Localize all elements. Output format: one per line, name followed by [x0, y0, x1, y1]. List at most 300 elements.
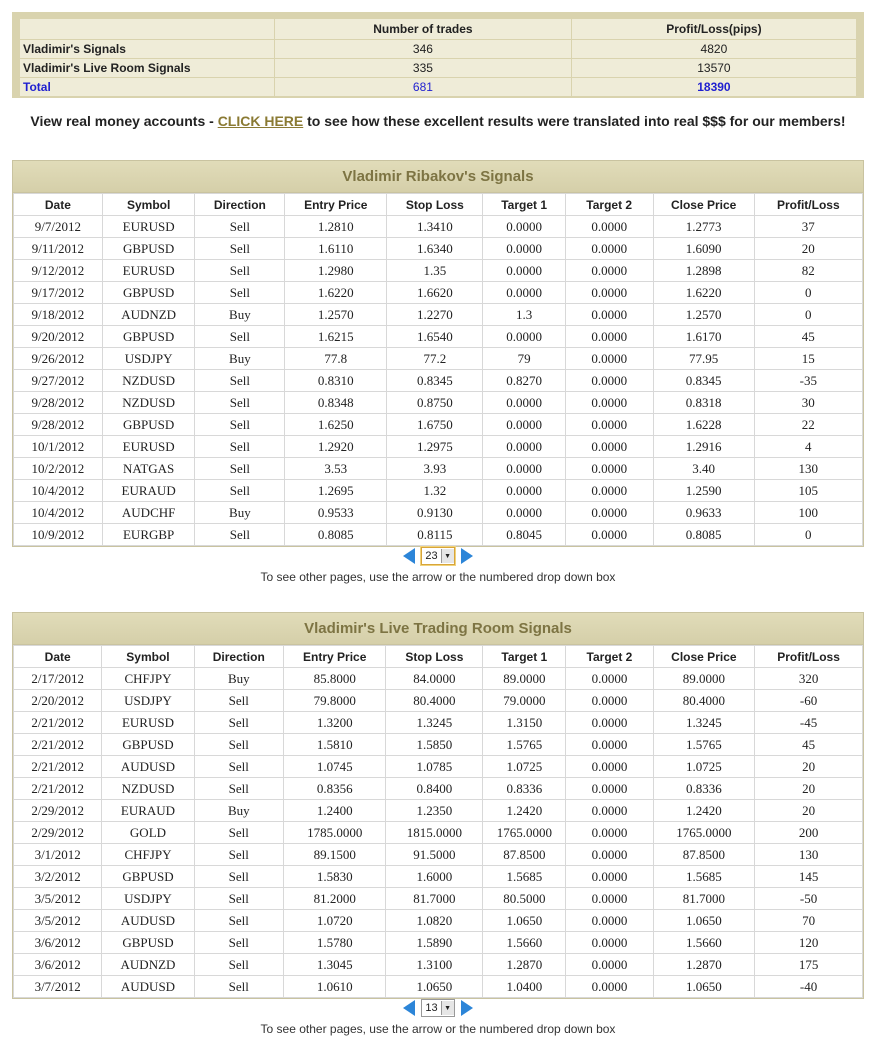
cell-stop-loss: 77.2 — [387, 348, 483, 370]
cell-date: 9/18/2012 — [14, 304, 103, 326]
table-row — [14, 348, 863, 370]
cell-profit-loss: 20 — [755, 756, 863, 778]
cell-symbol: NZDUSD — [102, 370, 195, 392]
cell-entry-price: 1.2400 — [283, 800, 385, 822]
cell-date: 10/4/2012 — [14, 502, 103, 524]
cell-date: 3/2/2012 — [14, 866, 102, 888]
cell-target-2: 0.0000 — [566, 800, 653, 822]
cell-target-2: 0.0000 — [566, 910, 653, 932]
arrow-right-icon[interactable] — [461, 548, 473, 564]
cell-close-price: 1.2570 — [653, 304, 754, 326]
cell-close-price: 1765.0000 — [653, 822, 755, 844]
cell-date: 9/7/2012 — [14, 216, 103, 238]
cell-symbol: GBPUSD — [102, 734, 194, 756]
cell-target-1: 79 — [483, 348, 565, 370]
cell-profit-loss: 45 — [755, 734, 863, 756]
table-row — [14, 690, 863, 712]
cell-close-price: 1.6220 — [653, 282, 754, 304]
cell-direction: Sell — [195, 216, 285, 238]
cell-stop-loss: 1.6750 — [387, 414, 483, 436]
table-row — [14, 458, 863, 480]
cell-target-1: 1.5685 — [483, 866, 566, 888]
column-header-stop-loss: Stop Loss — [387, 194, 483, 216]
cell-target-1: 0.0000 — [483, 260, 565, 282]
table-header-row — [14, 194, 863, 216]
table-header-row — [14, 646, 863, 668]
cell-close-price: 1.6228 — [653, 414, 754, 436]
cell-target-1: 0.8045 — [483, 524, 565, 546]
table-row — [14, 756, 863, 778]
cell-entry-price: 0.8085 — [285, 524, 387, 546]
cell-profit-loss: -50 — [755, 888, 863, 910]
cell-target-1: 1.0400 — [483, 976, 566, 998]
cell-stop-loss: 3.93 — [387, 458, 483, 480]
cell-entry-price: 77.8 — [285, 348, 387, 370]
cell-direction: Sell — [195, 238, 285, 260]
cell-entry-price: 1785.0000 — [283, 822, 385, 844]
cell-symbol: GBPUSD — [102, 282, 195, 304]
cell-symbol: EURAUD — [102, 800, 194, 822]
cell-target-2: 0.0000 — [566, 888, 653, 910]
cell-stop-loss: 91.5000 — [386, 844, 483, 866]
summary-total-pl: 18390 — [571, 78, 856, 97]
cell-target-2: 0.0000 — [565, 238, 653, 260]
cell-profit-loss: 120 — [755, 932, 863, 954]
cell-profit-loss: 15 — [754, 348, 862, 370]
cell-target-1: 1.2420 — [483, 800, 566, 822]
cell-direction: Sell — [194, 756, 283, 778]
cell-target-2: 0.0000 — [566, 822, 653, 844]
cell-symbol: AUDUSD — [102, 910, 194, 932]
cell-symbol: CHFJPY — [102, 668, 194, 690]
real-money-prefix: View real money accounts - — [30, 113, 218, 129]
table-row — [14, 866, 863, 888]
cell-date: 10/9/2012 — [14, 524, 103, 546]
cell-direction: Sell — [194, 888, 283, 910]
cell-stop-loss: 0.8115 — [387, 524, 483, 546]
arrow-left-icon[interactable] — [403, 548, 415, 564]
summary-row — [20, 59, 857, 78]
cell-symbol: EURUSD — [102, 260, 195, 282]
cell-symbol: EURUSD — [102, 216, 195, 238]
summary-row-pl: 4820 — [571, 40, 856, 59]
table-row — [14, 844, 863, 866]
signals-table — [13, 193, 863, 546]
cell-direction: Buy — [194, 668, 283, 690]
cell-direction: Buy — [195, 502, 285, 524]
column-header-symbol: Symbol — [102, 194, 195, 216]
cell-target-2: 0.0000 — [565, 348, 653, 370]
cell-date: 9/26/2012 — [14, 348, 103, 370]
column-header-close-price: Close Price — [653, 646, 755, 668]
table-row — [14, 524, 863, 546]
cell-target-1: 0.0000 — [483, 458, 565, 480]
pager — [0, 546, 876, 584]
summary-header-blank — [20, 19, 275, 40]
summary-total-trades: 681 — [275, 78, 572, 97]
cell-symbol: AUDCHF — [102, 502, 195, 524]
table-row — [14, 216, 863, 238]
summary-header-row — [20, 19, 857, 40]
cell-symbol: GBPUSD — [102, 414, 195, 436]
cell-symbol: CHFJPY — [102, 844, 194, 866]
column-header-target-2: Target 2 — [565, 194, 653, 216]
cell-direction: Sell — [194, 866, 283, 888]
page-select-value: 13 — [425, 1002, 438, 1014]
cell-direction: Sell — [194, 910, 283, 932]
cell-target-1: 1.5660 — [483, 932, 566, 954]
column-header-target-2: Target 2 — [566, 646, 653, 668]
column-header-symbol: Symbol — [102, 646, 194, 668]
cell-stop-loss: 1.2975 — [387, 436, 483, 458]
cell-target-1: 0.0000 — [483, 480, 565, 502]
cell-stop-loss: 1.32 — [387, 480, 483, 502]
cell-entry-price: 85.8000 — [283, 668, 385, 690]
cell-close-price: 1.0725 — [653, 756, 755, 778]
cell-profit-loss: 45 — [754, 326, 862, 348]
cell-stop-loss: 1.2270 — [387, 304, 483, 326]
cell-target-1: 89.0000 — [483, 668, 566, 690]
cell-entry-price: 89.1500 — [283, 844, 385, 866]
cell-close-price: 1.6170 — [653, 326, 754, 348]
cell-entry-price: 1.6220 — [285, 282, 387, 304]
table-row — [14, 392, 863, 414]
cell-direction: Sell — [194, 932, 283, 954]
cell-symbol: NZDUSD — [102, 778, 194, 800]
cell-target-2: 0.0000 — [565, 524, 653, 546]
cell-profit-loss: 200 — [755, 822, 863, 844]
cell-profit-loss: 22 — [754, 414, 862, 436]
cell-target-2: 0.0000 — [565, 260, 653, 282]
cell-target-2: 0.0000 — [565, 414, 653, 436]
cell-stop-loss: 80.4000 — [386, 690, 483, 712]
click-here-link[interactable]: CLICK HERE — [217, 113, 304, 129]
cell-profit-loss: 130 — [754, 458, 862, 480]
cell-profit-loss: -60 — [755, 690, 863, 712]
cell-date: 9/11/2012 — [14, 238, 103, 260]
cell-profit-loss: -40 — [755, 976, 863, 998]
pager-hint: To see other pages, use the arrow or the numbered drop down box — [260, 570, 616, 584]
cell-target-1: 0.0000 — [483, 436, 565, 458]
cell-profit-loss: 30 — [754, 392, 862, 414]
cell-date: 10/4/2012 — [14, 480, 103, 502]
live-room-table — [13, 645, 863, 998]
cell-date: 9/28/2012 — [14, 392, 103, 414]
column-header-date: Date — [14, 194, 103, 216]
column-header-target-1: Target 1 — [483, 646, 566, 668]
cell-symbol: GBPUSD — [102, 932, 194, 954]
cell-direction: Sell — [195, 326, 285, 348]
cell-close-price: 87.8500 — [653, 844, 755, 866]
cell-symbol: GOLD — [102, 822, 194, 844]
cell-date: 3/6/2012 — [14, 932, 102, 954]
cell-entry-price: 0.9533 — [285, 502, 387, 524]
cell-close-price: 1.0650 — [653, 910, 755, 932]
cell-entry-price: 1.6110 — [285, 238, 387, 260]
cell-target-2: 0.0000 — [565, 480, 653, 502]
cell-date: 3/7/2012 — [14, 976, 102, 998]
pager — [0, 998, 876, 1036]
pager-hint: To see other pages, use the arrow or the numbered drop down box — [260, 1022, 616, 1036]
table-row — [14, 976, 863, 998]
table-row — [14, 480, 863, 502]
cell-symbol: EURUSD — [102, 436, 195, 458]
cell-direction: Buy — [195, 304, 285, 326]
panel-title: Vladimir's Live Trading Room Signals — [13, 613, 863, 645]
cell-entry-price: 1.5830 — [283, 866, 385, 888]
page-select[interactable] — [421, 999, 454, 1017]
cell-stop-loss: 0.8750 — [387, 392, 483, 414]
cell-date: 9/17/2012 — [14, 282, 103, 304]
cell-symbol: GBPUSD — [102, 238, 195, 260]
cell-entry-price: 1.2810 — [285, 216, 387, 238]
cell-target-1: 1.5765 — [483, 734, 566, 756]
column-header-close-price: Close Price — [653, 194, 754, 216]
cell-stop-loss: 1.6340 — [387, 238, 483, 260]
cell-close-price: 77.95 — [653, 348, 754, 370]
cell-date: 2/21/2012 — [14, 734, 102, 756]
table-row — [14, 734, 863, 756]
live-room-panel — [12, 612, 864, 999]
cell-profit-loss: 37 — [754, 216, 862, 238]
cell-date: 3/5/2012 — [14, 888, 102, 910]
table-row — [14, 282, 863, 304]
cell-symbol: EURGBP — [102, 524, 195, 546]
cell-close-price: 1.2590 — [653, 480, 754, 502]
cell-entry-price: 1.0720 — [283, 910, 385, 932]
cell-stop-loss: 1.35 — [387, 260, 483, 282]
cell-date: 9/28/2012 — [14, 414, 103, 436]
cell-profit-loss: -45 — [755, 712, 863, 734]
cell-target-1: 80.5000 — [483, 888, 566, 910]
summary-total-row — [20, 78, 857, 97]
cell-target-1: 1.3150 — [483, 712, 566, 734]
table-row — [14, 668, 863, 690]
column-header-date: Date — [14, 646, 102, 668]
cell-close-price: 0.8318 — [653, 392, 754, 414]
cell-direction: Sell — [195, 260, 285, 282]
pager-controls — [0, 546, 876, 566]
cell-entry-price: 0.8356 — [283, 778, 385, 800]
cell-target-2: 0.0000 — [565, 436, 653, 458]
column-header-profit-loss: Profit/Loss — [754, 194, 862, 216]
cell-target-1: 1.3 — [483, 304, 565, 326]
cell-target-2: 0.0000 — [565, 282, 653, 304]
cell-stop-loss: 0.8400 — [386, 778, 483, 800]
table-row — [14, 932, 863, 954]
summary-row-label: Vladimir's Signals — [20, 40, 275, 59]
cell-date: 2/21/2012 — [14, 712, 102, 734]
cell-target-1: 0.8336 — [483, 778, 566, 800]
cell-target-2: 0.0000 — [565, 502, 653, 524]
cell-target-1: 87.8500 — [483, 844, 566, 866]
pager-controls — [0, 998, 876, 1018]
cell-stop-loss: 81.7000 — [386, 888, 483, 910]
cell-target-1: 0.0000 — [483, 282, 565, 304]
table-row — [14, 304, 863, 326]
cell-target-2: 0.0000 — [565, 370, 653, 392]
cell-stop-loss: 0.9130 — [387, 502, 483, 524]
cell-close-price: 1.3245 — [653, 712, 755, 734]
table-row — [14, 326, 863, 348]
cell-profit-loss: 0 — [754, 304, 862, 326]
cell-target-1: 1765.0000 — [483, 822, 566, 844]
cell-target-2: 0.0000 — [565, 458, 653, 480]
cell-close-price: 0.9633 — [653, 502, 754, 524]
cell-stop-loss: 84.0000 — [386, 668, 483, 690]
cell-profit-loss: 0 — [754, 282, 862, 304]
chevron-down-icon: ▼ — [441, 549, 454, 563]
cell-entry-price: 1.2695 — [285, 480, 387, 502]
cell-profit-loss: 320 — [755, 668, 863, 690]
cell-direction: Sell — [195, 436, 285, 458]
page-select-value: 23 — [425, 550, 438, 562]
cell-target-1: 1.0725 — [483, 756, 566, 778]
summary-total-label: Total — [20, 78, 275, 97]
cell-target-2: 0.0000 — [566, 734, 653, 756]
cell-close-price: 1.2773 — [653, 216, 754, 238]
cell-profit-loss: 145 — [755, 866, 863, 888]
arrow-right-icon[interactable] — [461, 1000, 473, 1016]
cell-date: 3/1/2012 — [14, 844, 102, 866]
cell-direction: Sell — [194, 844, 283, 866]
cell-entry-price: 1.3045 — [283, 954, 385, 976]
cell-date: 2/21/2012 — [14, 756, 102, 778]
cell-direction: Buy — [194, 800, 283, 822]
cell-profit-loss: 20 — [754, 238, 862, 260]
cell-symbol: AUDNZD — [102, 304, 195, 326]
cell-symbol: USDJPY — [102, 888, 194, 910]
cell-direction: Sell — [194, 822, 283, 844]
cell-target-1: 0.0000 — [483, 238, 565, 260]
cell-entry-price: 1.2920 — [285, 436, 387, 458]
chevron-down-icon: ▼ — [441, 1001, 454, 1015]
cell-profit-loss: 130 — [755, 844, 863, 866]
table-row — [14, 238, 863, 260]
cell-close-price: 1.2870 — [653, 954, 755, 976]
table-row — [14, 954, 863, 976]
cell-target-2: 0.0000 — [565, 216, 653, 238]
cell-stop-loss: 1.6000 — [386, 866, 483, 888]
table-row — [14, 502, 863, 524]
cell-profit-loss: 105 — [754, 480, 862, 502]
cell-direction: Sell — [194, 778, 283, 800]
cell-close-price: 1.2898 — [653, 260, 754, 282]
cell-date: 3/5/2012 — [14, 910, 102, 932]
cell-symbol: AUDUSD — [102, 756, 194, 778]
cell-direction: Sell — [195, 282, 285, 304]
cell-direction: Buy — [195, 348, 285, 370]
cell-target-1: 1.2870 — [483, 954, 566, 976]
cell-close-price: 1.6090 — [653, 238, 754, 260]
summary-header-trades: Number of trades — [275, 19, 572, 40]
column-header-target-1: Target 1 — [483, 194, 565, 216]
cell-entry-price: 1.2980 — [285, 260, 387, 282]
cell-date: 9/27/2012 — [14, 370, 103, 392]
cell-profit-loss: 82 — [754, 260, 862, 282]
cell-target-1: 1.0650 — [483, 910, 566, 932]
summary-box — [12, 12, 864, 98]
summary-table — [19, 18, 857, 97]
cell-close-price: 3.40 — [653, 458, 754, 480]
cell-direction: Sell — [195, 480, 285, 502]
cell-close-price: 89.0000 — [653, 668, 755, 690]
cell-symbol: AUDUSD — [102, 976, 194, 998]
cell-target-2: 0.0000 — [565, 326, 653, 348]
cell-direction: Sell — [195, 370, 285, 392]
arrow-left-icon[interactable] — [403, 1000, 415, 1016]
cell-symbol: USDJPY — [102, 348, 195, 370]
cell-date: 9/20/2012 — [14, 326, 103, 348]
cell-stop-loss: 1.2350 — [386, 800, 483, 822]
real-money-suffix: to see how these excellent results were translated into real $$$ for our members! — [303, 113, 846, 129]
cell-direction: Sell — [195, 458, 285, 480]
cell-target-2: 0.0000 — [566, 712, 653, 734]
cell-stop-loss: 1.6540 — [387, 326, 483, 348]
cell-close-price: 1.2916 — [653, 436, 754, 458]
column-header-entry-price: Entry Price — [285, 194, 387, 216]
cell-target-2: 0.0000 — [566, 668, 653, 690]
cell-stop-loss: 1.5850 — [386, 734, 483, 756]
cell-date: 3/6/2012 — [14, 954, 102, 976]
table-row — [14, 436, 863, 458]
cell-stop-loss: 1.0820 — [386, 910, 483, 932]
cell-symbol: NATGAS — [102, 458, 195, 480]
cell-direction: Sell — [195, 392, 285, 414]
cell-stop-loss: 1.6620 — [387, 282, 483, 304]
cell-target-2: 0.0000 — [566, 844, 653, 866]
cell-close-price: 1.5660 — [653, 932, 755, 954]
cell-stop-loss: 1.0650 — [386, 976, 483, 998]
cell-entry-price: 1.5780 — [283, 932, 385, 954]
column-header-direction: Direction — [194, 646, 283, 668]
cell-profit-loss: 70 — [755, 910, 863, 932]
cell-entry-price: 1.6215 — [285, 326, 387, 348]
cell-entry-price: 3.53 — [285, 458, 387, 480]
page-select[interactable] — [421, 547, 454, 565]
cell-target-2: 0.0000 — [565, 304, 653, 326]
cell-profit-loss: 4 — [754, 436, 862, 458]
cell-target-1: 0.0000 — [483, 326, 565, 348]
cell-stop-loss: 1.5890 — [386, 932, 483, 954]
signals-panel — [12, 160, 864, 547]
cell-entry-price: 1.3200 — [283, 712, 385, 734]
cell-profit-loss: 20 — [755, 778, 863, 800]
cell-date: 2/21/2012 — [14, 778, 102, 800]
cell-date: 2/17/2012 — [14, 668, 102, 690]
cell-close-price: 0.8345 — [653, 370, 754, 392]
cell-direction: Sell — [194, 976, 283, 998]
summary-row-trades: 346 — [275, 40, 572, 59]
cell-close-price: 0.8336 — [653, 778, 755, 800]
cell-symbol: GBPUSD — [102, 866, 194, 888]
table-row — [14, 778, 863, 800]
cell-profit-loss: 175 — [755, 954, 863, 976]
cell-stop-loss: 0.8345 — [387, 370, 483, 392]
table-row — [14, 888, 863, 910]
cell-stop-loss: 1.0785 — [386, 756, 483, 778]
summary-row-label: Vladimir's Live Room Signals — [20, 59, 275, 78]
cell-target-1: 0.8270 — [483, 370, 565, 392]
cell-profit-loss: 20 — [755, 800, 863, 822]
cell-profit-loss: -35 — [754, 370, 862, 392]
cell-entry-price: 1.0610 — [283, 976, 385, 998]
panel-title: Vladimir Ribakov's Signals — [13, 161, 863, 193]
cell-symbol: EURUSD — [102, 712, 194, 734]
cell-entry-price: 81.2000 — [283, 888, 385, 910]
cell-close-price: 1.2420 — [653, 800, 755, 822]
cell-symbol: GBPUSD — [102, 326, 195, 348]
